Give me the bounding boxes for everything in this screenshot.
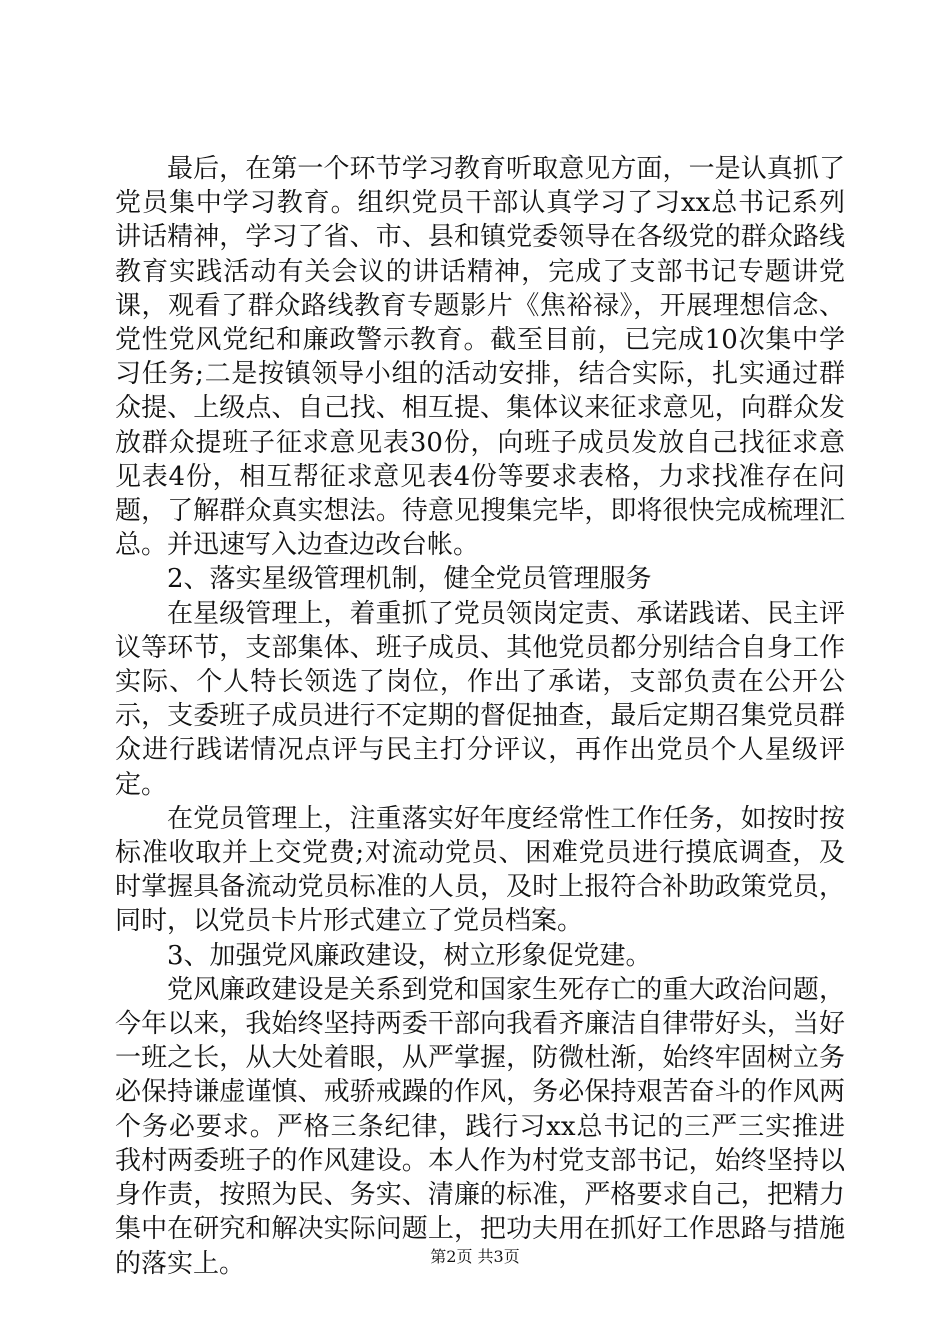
paragraph-study-education: 最后，在第一个环节学习教育听取意见方面，一是认真抓了党员集中学习教育。组织党员干部认真学习了习xx总书记系列讲话精神，学习了省、市、县和镇党委领导在各级党的群众路线教育实践活动有关会议的讲话精神，完成了支部书记专题讲党课，观看了群众路线教育专题影片《焦裕禄》，开展理想信念、党性党风党纪和廉政警示教育。截至目前，已完成10次集中学习任务;二是按镇领导小组的活动安排，结合实际，扎实通过群众提、上级点、自己找、相互提、集体议来征求意见，向群众发放群众提班子征求意见表30份，向班子成员发放自己找征求意见表4份，相互帮征求意见表4份等要求表格，力求找准存在问题，了解群众真实想法。待意见搜集完毕，即将很快完成梳理汇总。并迅速写入边查边改台帐。 <box>115 154 845 561</box>
page-number-footer: 第2页 共3页 <box>430 1247 520 1266</box>
section-heading-star-management: 2、落实星级管理机制，健全党员管理服务 <box>167 564 652 595</box>
paragraph-member-management: 在党员管理上，注重落实好年度经常性工作任务，如按时按标准收取并上交党费;对流动党员、困难党员进行摸底调查，及时掌握具备流动党员标准的人员，及时上报符合补助政策党员，同时，以党员卡片形式建立了党员档案。 <box>115 803 845 937</box>
paragraph-integrity: 党风廉政建设是关系到党和国家生死存亡的重大政治问题，今年以来，我始终坚持两委干部向我看齐廉洁自律带好头，当好一班之长，从大处着眼，从严掌握，防微杜渐，始终牢固树立务必保持谦虚谨慎、戒骄戒躁的作风，务必保持艰苦奋斗的作风两个务必要求。严格三条纪律，践行习xx总书记的三严三实推进我村两委班子的作风建设。本人作为村党支部书记，始终坚持以身作责，按照为民、务实、清廉的标准，严格要求自己，把精力集中在研究和解决实际问题上，把功夫用在抓好工作思路与措施的落实上。 <box>115 974 845 1279</box>
document-body <box>115 152 845 1281</box>
paragraph-star-management: 在星级管理上，着重抓了党员领岗定责、承诺践诺、民主评议等环节，支部集体、班子成员、其他党员都分别结合自身工作实际、个人特长领选了岗位，作出了承诺，支部负责在公开公示，支委班子成员进行不定期的督促抽查，最后定期召集党员群众进行践诺情况点评与民主打分评议，再作出党员个人星级评定。 <box>115 598 845 800</box>
section-heading-integrity: 3、加强党风廉政建设，树立形象促党建。 <box>167 940 652 971</box>
